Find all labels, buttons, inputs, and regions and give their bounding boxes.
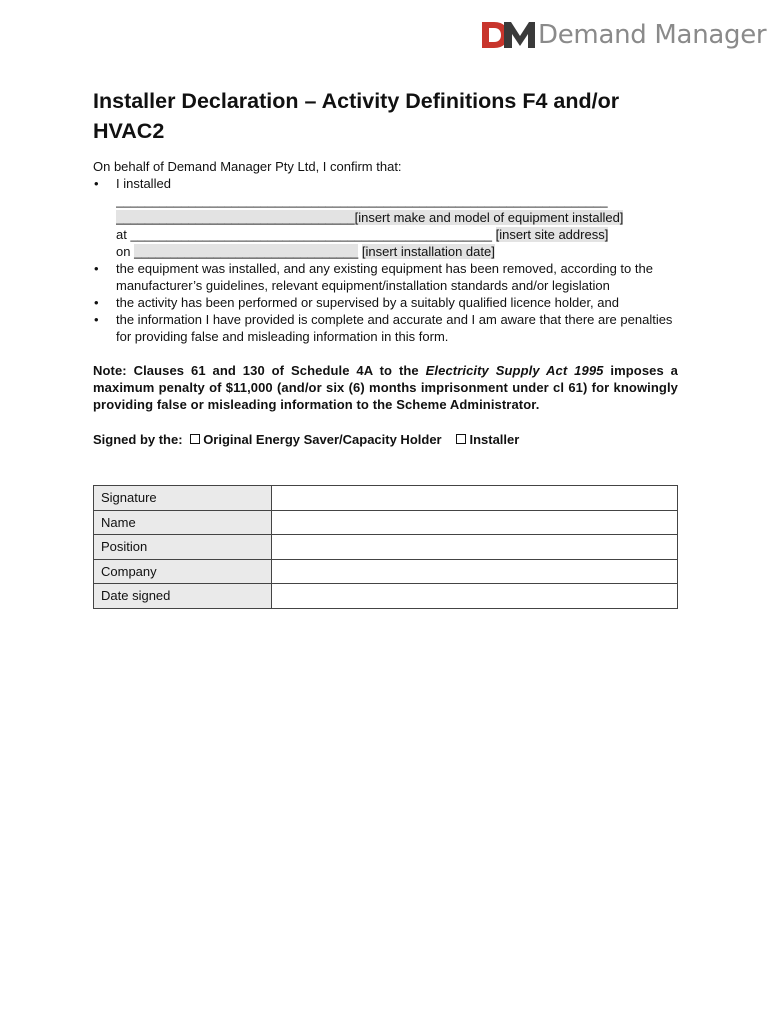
holder-checkbox[interactable] xyxy=(190,434,200,444)
signature-label: Signature xyxy=(94,486,272,511)
installer-option-label: Installer xyxy=(469,432,520,447)
list-item-activity: • the activity has been performed or supervised by a suitably qualified licence holder, and xyxy=(93,294,678,311)
holder-option-label: Original Energy Saver/Capacity Holder xyxy=(203,432,442,447)
brand-logo xyxy=(480,18,766,52)
table-row xyxy=(94,486,678,511)
position-label: Position xyxy=(94,535,272,560)
site-address-hint: [insert site address] xyxy=(495,227,609,242)
installation-date-line xyxy=(116,243,678,260)
equipment-blank[interactable]: _________________________________ xyxy=(116,210,355,225)
act-name: Electricity Supply Act 1995 xyxy=(425,363,604,378)
note-prefix: Note: Clauses 61 and 130 of Schedule 4A to the xyxy=(93,363,419,378)
signature-table xyxy=(93,485,678,609)
equipment-line xyxy=(116,209,678,226)
installer-checkbox[interactable] xyxy=(456,434,466,444)
table-row xyxy=(94,510,678,535)
dm-logo-icon xyxy=(480,18,536,52)
declaration-body xyxy=(93,158,678,448)
equipment-hint: [insert make and model of equipment installed] xyxy=(354,210,624,225)
penalty-note xyxy=(93,362,678,413)
date-signed-label: Date signed xyxy=(94,584,272,609)
signed-by-label: Signed by the: xyxy=(93,432,183,447)
name-field[interactable] xyxy=(272,510,678,535)
note-suffix: imposes a maximum penalty of $11,000 (and/or six (6) months imprisonment under cl 61) for knowingly providing false or misleading information to the Scheme Administrator. xyxy=(93,363,679,412)
intro-text: On behalf of Demand Manager Pty Ltd, I confirm that: xyxy=(93,159,402,174)
table-row xyxy=(94,535,678,560)
company-label: Company xyxy=(94,559,272,584)
list-item-information: • the information I have provided is complete and accurate and I am aware that there are penalties for providing false and misleading information in this form. xyxy=(93,311,678,345)
list-item-equipment: • the equipment was installed, and any existing equipment has been removed, according to the manufacturer’s guidelines, relevant equipment/installation standards and/or legislation xyxy=(93,260,678,294)
equipment-blank-line[interactable]: ____________________________________________________________________ xyxy=(116,193,608,208)
installation-date-blank[interactable]: _______________________________ xyxy=(134,244,359,259)
site-address-line xyxy=(116,226,678,243)
page-title: Installer Declaration – Activity Definitions F4 and/or HVAC2 xyxy=(93,89,620,143)
signed-by xyxy=(93,431,678,448)
table-row xyxy=(94,584,678,609)
date-signed-field[interactable] xyxy=(272,584,678,609)
list-item-installed xyxy=(93,175,678,260)
installed-lead: • I installed xyxy=(116,176,171,191)
brand-name: Demand Manager xyxy=(538,20,767,50)
installation-date-hint: [insert installation date] xyxy=(361,244,495,259)
table-row xyxy=(94,559,678,584)
site-address-blank[interactable]: __________________________________________________ xyxy=(130,227,492,242)
on-label: on xyxy=(116,244,131,259)
signature-field[interactable] xyxy=(272,486,678,511)
at-label: at xyxy=(116,227,127,242)
declaration-list xyxy=(93,175,678,345)
name-label: Name xyxy=(94,510,272,535)
position-field[interactable] xyxy=(272,535,678,560)
company-field[interactable] xyxy=(272,559,678,584)
